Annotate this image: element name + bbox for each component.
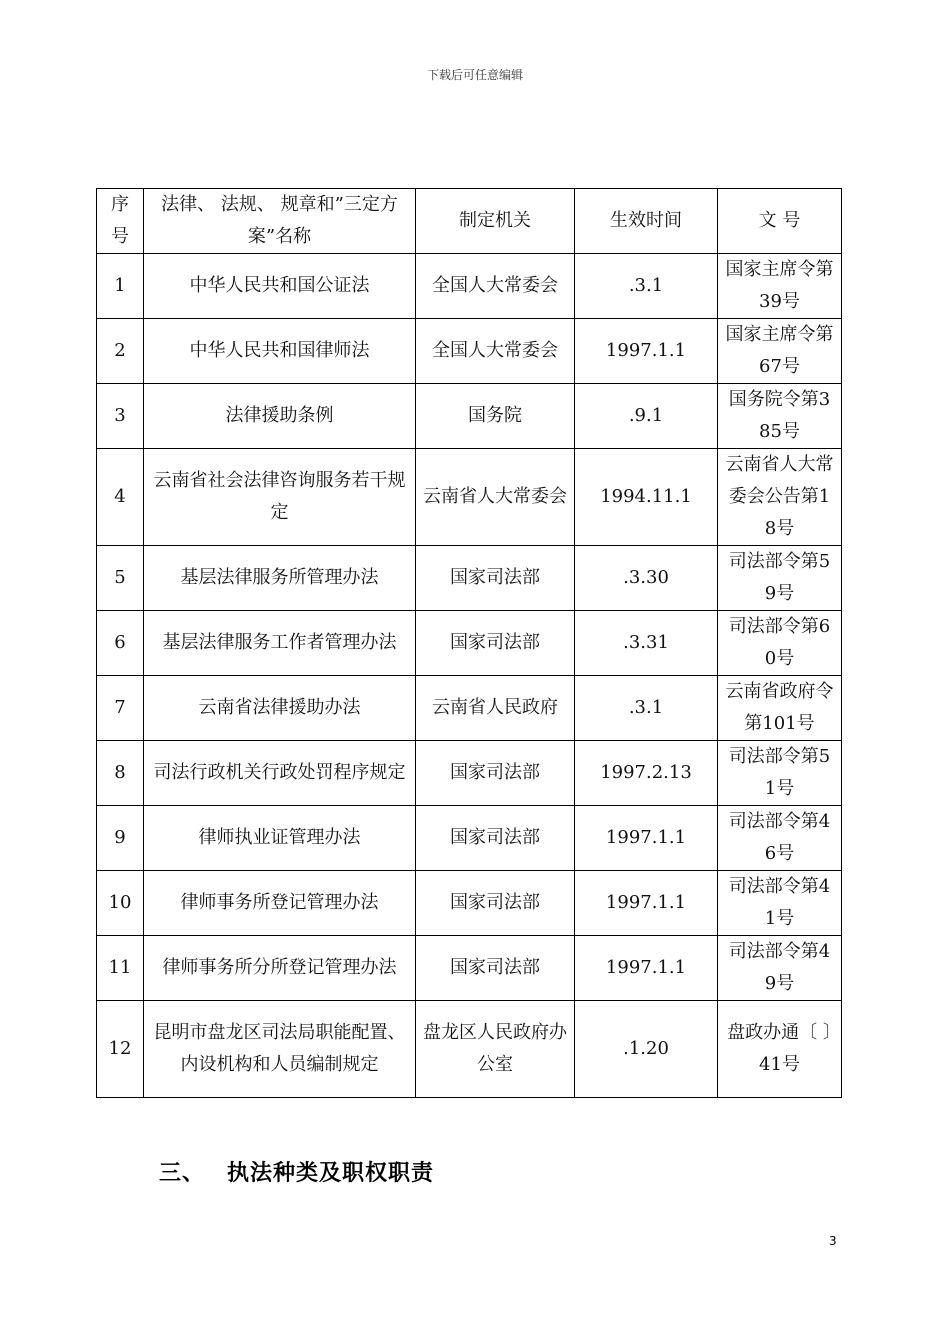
- cell-doc-no: 国务院令第385号: [718, 384, 842, 449]
- cell-authority: 国家司法部: [416, 936, 575, 1001]
- cell-no: 12: [97, 1001, 144, 1098]
- cell-no: 3: [97, 384, 144, 449]
- cell-doc-no: 国家主席令第39号: [718, 254, 842, 319]
- header-effective: 生效时间: [575, 189, 718, 254]
- cell-name: 昆明市盘龙区司法局职能配置、 内设机构和人员编制规定: [144, 1001, 416, 1098]
- table-row: [97, 741, 842, 806]
- table-row: [97, 449, 842, 546]
- cell-name: 云南省法律援助办法: [144, 676, 416, 741]
- cell-no: 11: [97, 936, 144, 1001]
- table-row: [97, 871, 842, 936]
- cell-name: 云南省社会法律咨询服务若干规定: [144, 449, 416, 546]
- cell-doc-no: 云南省人大常委会公告第18号: [718, 449, 842, 546]
- cell-no: 4: [97, 449, 144, 546]
- header-no: 序号: [97, 189, 144, 254]
- header-name: 法律、 法规、 规章和”三定方案”名称: [144, 189, 416, 254]
- cell-effective: 1994.11.1: [575, 449, 718, 546]
- cell-effective: 1997.1.1: [575, 871, 718, 936]
- table-header-row: [97, 189, 842, 254]
- cell-authority: 国家司法部: [416, 741, 575, 806]
- cell-effective: 1997.1.1: [575, 319, 718, 384]
- cell-no: 2: [97, 319, 144, 384]
- cell-name: 基层法律服务工作者管理办法: [144, 611, 416, 676]
- table-row: [97, 384, 842, 449]
- cell-authority: 盘龙区人民政府办公室: [416, 1001, 575, 1098]
- cell-effective: .3.1: [575, 254, 718, 319]
- cell-doc-no: 司法部令第51号: [718, 741, 842, 806]
- cell-effective: .3.1: [575, 676, 718, 741]
- table-row: [97, 611, 842, 676]
- cell-name: 法律援助条例: [144, 384, 416, 449]
- cell-effective: .9.1: [575, 384, 718, 449]
- table-row: [97, 1001, 842, 1098]
- cell-authority: 国家司法部: [416, 871, 575, 936]
- cell-authority: 云南省人民政府: [416, 676, 575, 741]
- cell-doc-no: 盘政办通〔 〕41号: [718, 1001, 842, 1098]
- cell-name: 中华人民共和国公证法: [144, 254, 416, 319]
- cell-doc-no: 司法部令第46号: [718, 806, 842, 871]
- cell-no: 8: [97, 741, 144, 806]
- cell-name: 律师事务所登记管理办法: [144, 871, 416, 936]
- cell-name: 律师事务所分所登记管理办法: [144, 936, 416, 1001]
- table-row: [97, 676, 842, 741]
- cell-effective: 1997.2.13: [575, 741, 718, 806]
- cell-authority: 国家司法部: [416, 611, 575, 676]
- page-number: 3: [829, 1234, 837, 1248]
- cell-name: 中华人民共和国律师法: [144, 319, 416, 384]
- header-authority: 制定机关: [416, 189, 575, 254]
- cell-authority: 全国人大常委会: [416, 254, 575, 319]
- section-heading: [159, 1156, 434, 1187]
- cell-no: 5: [97, 546, 144, 611]
- cell-effective: .3.31: [575, 611, 718, 676]
- table-row: [97, 936, 842, 1001]
- cell-doc-no: 司法部令第60号: [718, 611, 842, 676]
- header-doc-no: 文 号: [718, 189, 842, 254]
- table-row: [97, 319, 842, 384]
- cell-effective: 1997.1.1: [575, 936, 718, 1001]
- cell-name: 司法行政机关行政处罚程序规定: [144, 741, 416, 806]
- table-row: [97, 254, 842, 319]
- cell-doc-no: 司法部令第41号: [718, 871, 842, 936]
- laws-table: [96, 188, 842, 1098]
- cell-effective: .1.20: [575, 1001, 718, 1098]
- cell-authority: 国家司法部: [416, 546, 575, 611]
- cell-authority: 国家司法部: [416, 806, 575, 871]
- table-row: [97, 546, 842, 611]
- cell-doc-no: 司法部令第59号: [718, 546, 842, 611]
- header-note: 下载后可任意编辑: [426, 68, 523, 82]
- section-number: 三、: [159, 1161, 206, 1186]
- cell-doc-no: 国家主席令第67号: [718, 319, 842, 384]
- cell-doc-no: 司法部令第49号: [718, 936, 842, 1001]
- cell-effective: .3.30: [575, 546, 718, 611]
- cell-name: 基层法律服务所管理办法: [144, 546, 416, 611]
- cell-authority: 云南省人大常委会: [416, 449, 575, 546]
- cell-authority: 国务院: [416, 384, 575, 449]
- cell-no: 6: [97, 611, 144, 676]
- cell-doc-no: 云南省政府令第101号: [718, 676, 842, 741]
- cell-effective: 1997.1.1: [575, 806, 718, 871]
- cell-authority: 全国人大常委会: [416, 319, 575, 384]
- cell-no: 1: [97, 254, 144, 319]
- section-title: 执法种类及职权职责: [227, 1161, 435, 1186]
- table-row: [97, 806, 842, 871]
- cell-no: 7: [97, 676, 144, 741]
- cell-no: 10: [97, 871, 144, 936]
- cell-name: 律师执业证管理办法: [144, 806, 416, 871]
- cell-no: 9: [97, 806, 144, 871]
